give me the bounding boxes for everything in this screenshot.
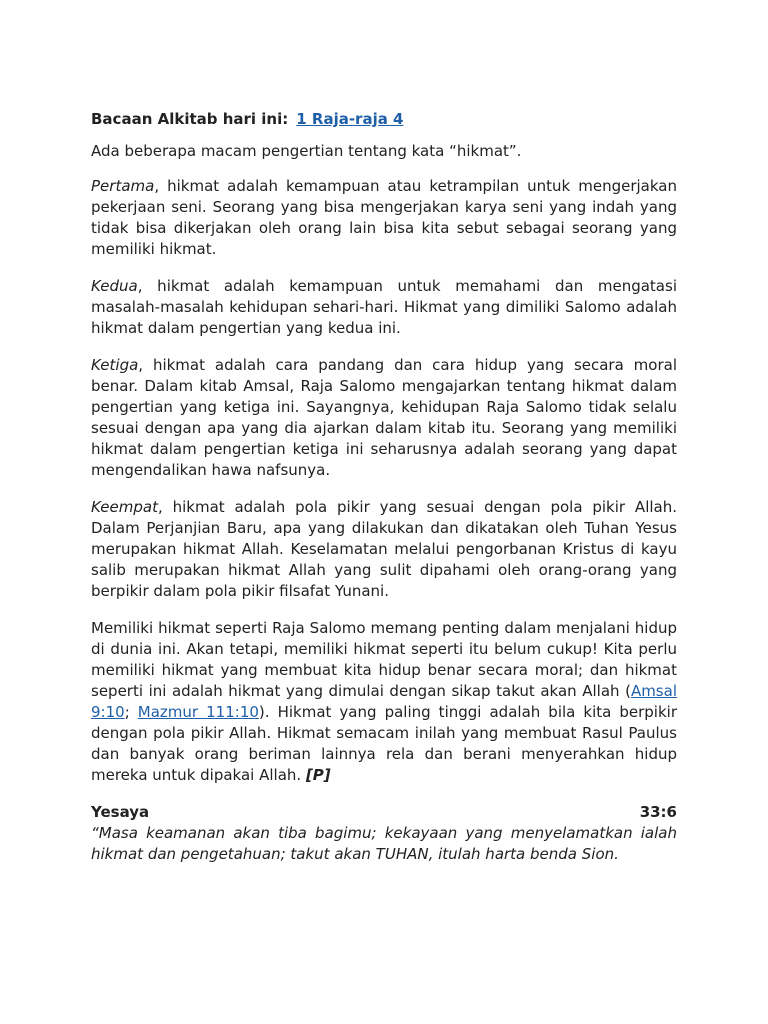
reading-heading-label: Bacaan Alkitab hari ini: bbox=[91, 110, 289, 128]
ref-link-amsal[interactable]: Amsal 9:10 bbox=[91, 682, 677, 721]
paragraph-kedua bbox=[91, 276, 677, 339]
paragraph-ketiga-text: , hikmat adalah cara pandang dan cara hidup yang secara moral benar. Dalam kitab Amsal, Raja Salomo mengajarkan tentang hikmat dalam pengertian yang ketiga ini. Sayangnya, kehidupan Raja Salomo tidak selalu sesuai dengan apa yang dia ajarkan dalam kitab itu. Seorang yang memiliki hikmat dalam pengertian ketiga ini seharusnya adalah seorang yang dapat mengendalikan hawa nafsunya. bbox=[91, 356, 677, 479]
paragraph-pertama-lead: Pertama bbox=[91, 177, 155, 195]
paragraph-pertama bbox=[91, 176, 677, 260]
intro-paragraph: Ada beberapa macam pengertian tentang kata “hikmat”. bbox=[91, 142, 522, 160]
conclusion-text-b: ). Hikmat yang paling tinggi adalah bila kita berpikir dengan pola pikir Allah. Hikmat semacam inilah yang membuat Rasul Paulus dan banyak orang beriman lainnya rela dan berani menyerahkan hidup mereka untuk dipakai Allah. bbox=[91, 703, 677, 784]
paragraph-ketiga bbox=[91, 355, 677, 481]
reading-link[interactable]: 1 Raja-raja 4 bbox=[296, 110, 404, 128]
paragraph-keempat bbox=[91, 497, 677, 602]
paragraph-kedua-text: , hikmat adalah kemampuan untuk memahami dan mengatasi masalah-masalah kehidupan sehari-hari. Hikmat yang dimiliki Salomo adalah hikmat dalam pengertian yang kedua ini. bbox=[91, 277, 677, 337]
ref-separator: ; bbox=[124, 703, 138, 721]
paragraph-kedua-lead: Kedua bbox=[91, 277, 138, 295]
paragraph-pertama-text: , hikmat adalah kemampuan atau ketrampilan untuk mengerjakan pekerjaan seni. Seorang yang bisa mengerjakan karya seni yang indah yang tidak bisa dikerjakan oleh orang lain bisa kita sebut sebagai seorang yang memiliki hikmat. bbox=[91, 177, 677, 258]
ref-link-mazmur[interactable]: Mazmur 111:10 bbox=[137, 703, 259, 721]
paragraph-conclusion bbox=[91, 618, 677, 786]
author-tag: [P] bbox=[305, 766, 331, 784]
verse-quote: “Masa keamanan akan tiba bagimu; kekayaan yang menyelamatkan ialah hikmat dan pengetahuan; takut akan TUHAN, itulah harta benda Sion. bbox=[91, 824, 677, 863]
verse-ref: 33:6 bbox=[639, 803, 677, 821]
paragraph-keempat-text: , hikmat adalah pola pikir yang sesuai dengan pola pikir Allah. Dalam Perjanjian Baru, apa yang dilakukan dan dikatakan oleh Tuhan Yesus merupakan hikmat Allah. Keselamatan melalui pengorbanan Kristus di kayu salib merupakan hikmat Allah yang sulit dipahami oleh orang-orang yang berpikir dalam pola pikir filsafat Yunani. bbox=[91, 498, 677, 600]
reading-heading bbox=[91, 109, 677, 130]
conclusion-text-a: Memiliki hikmat seperti Raja Salomo memang penting dalam menjalani hidup di dunia ini. Akan tetapi, memiliki hikmat seperti itu belum cukup! Kita perlu memiliki hikmat yang membuat kita hidup benar secara moral; dan hikmat seperti ini adalah hikmat yang dimulai dengan sikap takut akan Allah ( bbox=[91, 619, 677, 700]
paragraph-ketiga-lead: Ketiga bbox=[91, 356, 139, 374]
verse-book: Yesaya bbox=[91, 803, 150, 821]
verse-header bbox=[91, 802, 677, 823]
paragraph-keempat-lead: Keempat bbox=[91, 498, 158, 516]
